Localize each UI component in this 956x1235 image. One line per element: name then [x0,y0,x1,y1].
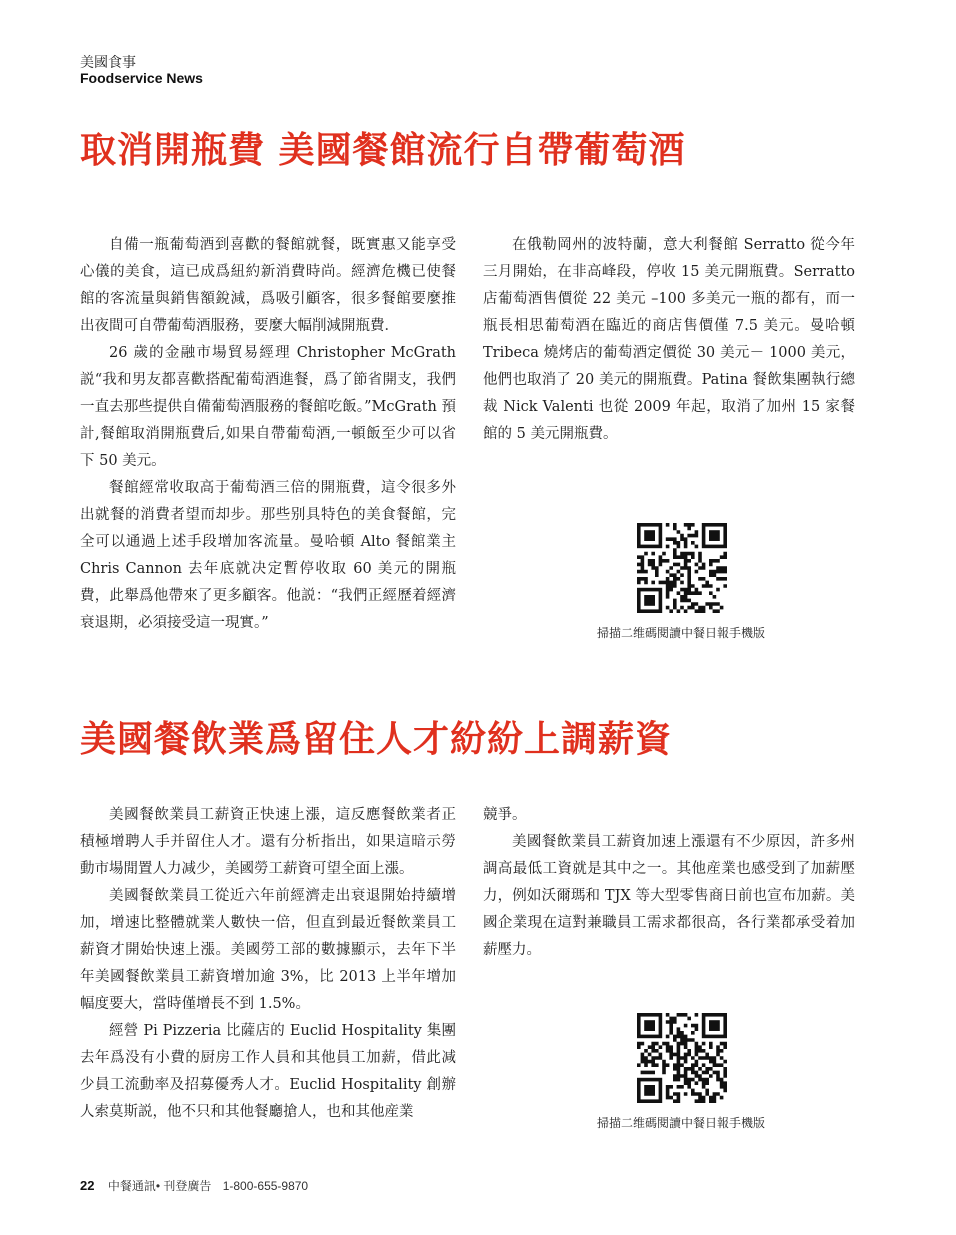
article-2-paragraph: 美國餐飲業員工從近六年前經濟走出衰退開始持續增加，增速比整體就業人數快一倍，但直到最近餐飲業員工薪資才開始快速上漲。美國勞工部的數據顯示，去年下半年美國餐飲業員工薪資增加逾 3%，比 2013 上半年增加幅度要大，當時僅增長不到 1.5%。 [80,888,456,1012]
article-1-paragraph: 餐館經常收取高于葡萄酒三倍的開瓶費，這令很多外出就餐的消費者望而却步。那些别具特色的美食餐館，完全可以通過上述手段增加客流量。曼哈頓 Alto 餐館業主 Chris Cannon 去年底就决定暫停收取 60 美元的開瓶費，此舉爲他帶來了更多顧客。他説：“我們正經歷着經濟衰退期，必須接受這一現實。” [80,480,456,631]
article-1-paragraph: 26 歲的金融市場貿易經理 Christopher McGrath 説“我和男友都喜歡搭配葡萄酒進餐，爲了節省開支，我們一直去那些提供自備葡萄酒服務的餐館吃飯。”McGrath 預計,餐館取消開瓶費后,如果自帶葡萄酒,一頓飯至少可以省下 50 美元。 [80,345,456,469]
qr-code-2 [637,1013,727,1103]
article-2-paragraph: 經營 Pi Pizzeria 比薩店的 Euclid Hospitality 集團去年爲没有小費的厨房工作人員和其他員工加薪，借此减少員工流動率及招募優秀人才。Euclid Hospitality 創辦人索莫斯説，他不只和其他餐廳搶人，也和其他産業 [80,1023,456,1120]
article-2-left-column [80,802,456,1126]
section-label-cn: 美國食事 [80,55,136,71]
footer [80,1177,308,1194]
section-label-en: Foodservice News [80,70,203,86]
article-1-headline: 取消開瓶費 美國餐館流行自帶葡萄酒 [80,129,686,171]
qr-caption-2: 掃描二维碼閱讀中餐日報手機版 [597,1116,766,1130]
article-1-right-column [483,232,855,448]
article-2-right-column [483,802,855,964]
footer-phone: 1-800-655-9870 [222,1179,309,1193]
qr-code-icon [637,1013,727,1103]
article-1-paragraph: 自備一瓶葡萄酒到喜歡的餐館就餐，既實惠又能享受心儀的美食，這已成爲紐約新消費時尚。經濟危機已使餐館的客流量與銷售額銳減，爲吸引顧客，很多餐館要麼推出夜間可自帶葡萄酒服務，要麼大幅削減開瓶費． [80,237,456,334]
footer-text: 中餐通訊• 刊登廣告 [107,1179,212,1193]
article-2-paragraph: 美國餐飲業員工薪資正快速上漲，這反應餐飲業者正積極增聘人手并留住人才。還有分析指出，如果這暗示勞動市場閒置人力减少，美國勞工薪資可望全面上漲。 [80,807,456,877]
page-number: 22 [80,1178,95,1193]
qr-code-icon [637,523,727,613]
article-1-left-column [80,232,456,637]
article-2-continuation: 競爭。 [483,807,527,823]
article-2-paragraph: 美國餐飲業員工薪資加速上漲還有不少原因，許多州調高最低工資就是其中之一。其他産業也感受到了加薪壓力，例如沃爾瑪和 TJX 等大型零售商日前也宣布加薪。美國企業現在這對兼職員工需求都很高，各行業都承受着加薪壓力。 [483,834,855,958]
article-2-headline: 美國餐飲業爲留住人才紛紛上調薪資 [80,718,673,760]
qr-code-1 [637,523,727,613]
qr-caption-1: 掃描二维碼閱讀中餐日報手機版 [597,626,766,640]
article-1-paragraph: 在俄勒岡州的波特蘭，意大利餐館 Serratto 從今年三月開始，在非高峰段，停收 15 美元開瓶費。Serratto 店葡萄酒售價從 22 美元 –100 多美元一瓶的都有，而一瓶長相思葡萄酒在臨近的商店售價僅 7.5 美元。曼哈頓 Tribeca 燒烤店的葡萄酒定價從 30 美元－ 1000 美元，他們也取消了 20 美元的開瓶費。Patina 餐飲集團執行總裁 Nick Valenti 也從 2009 年起，取消了加州 15 家餐館的 5 美元開瓶費。 [483,237,855,442]
